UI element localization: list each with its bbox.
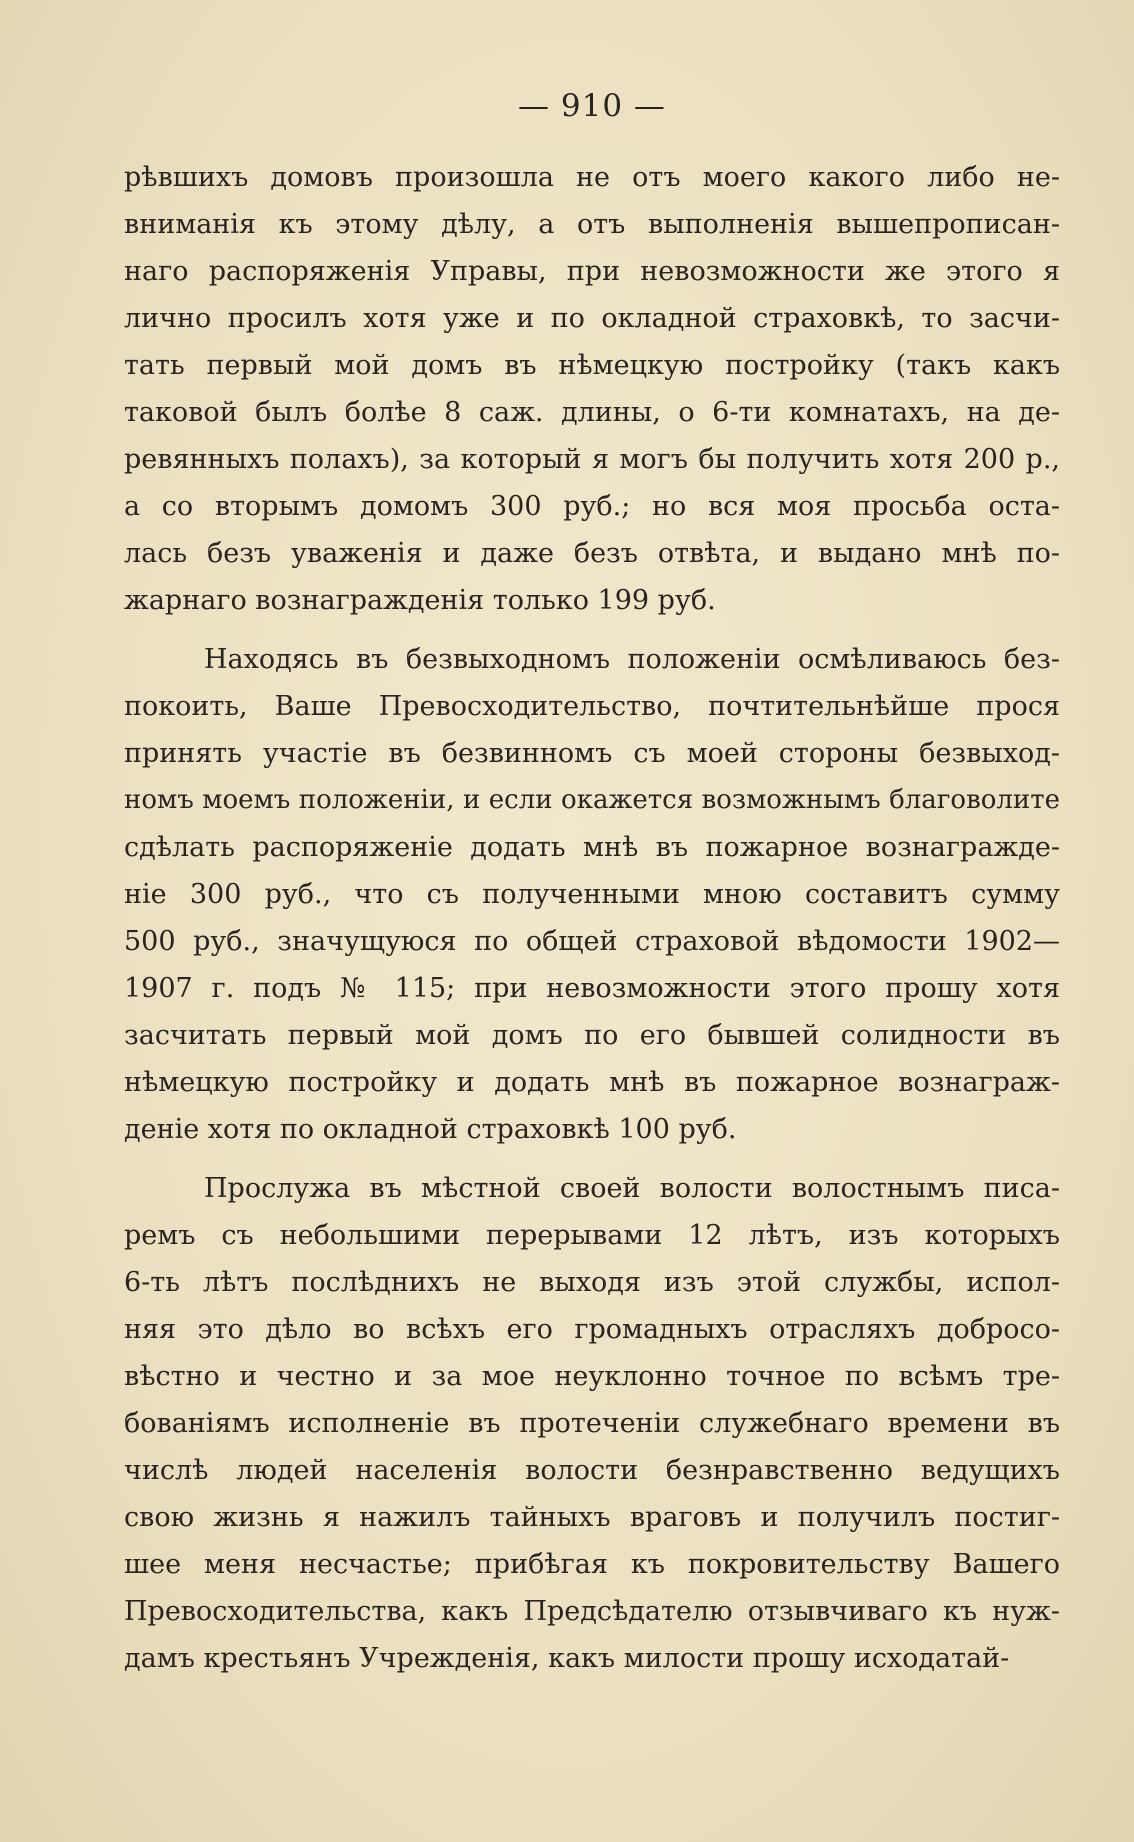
paragraph: [124, 636, 1060, 1153]
paragraph-gap: [124, 624, 1060, 636]
text-line: засчитать первый мой домъ по его бывшей солидности въ: [124, 1020, 1060, 1051]
text-body: [124, 154, 1060, 1682]
text-line: лично просилъ хотя уже и по окладной страховкѣ, то засчи-: [124, 303, 1060, 334]
text-line: таковой былъ болѣе 8 саж. длины, о 6-ти комнатахъ, на де-: [124, 397, 1060, 428]
text-line: Находясь въ безвыходномъ положеніи осмѣливаюсь без-: [204, 644, 1060, 675]
text-line: рѣвшихъ домовъ произошла не отъ моего какого либо не-: [124, 162, 1060, 193]
text-line: ремъ съ небольшими перерывами 12 лѣтъ, изъ которыхъ: [124, 1220, 1060, 1251]
text-line: 500 руб., значущуюся по общей страховой вѣдомости 1902—: [124, 926, 1060, 957]
text-line: деніе хотя по окладной страховкѣ 100 руб.: [124, 1114, 737, 1145]
text-line: свою жизнь я нажилъ тайныхъ враговъ и получилъ постиг-: [124, 1502, 1060, 1533]
text-line: нѣмецкую постройку и додать мнѣ въ пожарное вознаграж-: [124, 1067, 1060, 1098]
text-line: наго распоряженія Управы, при невозможности же этого я: [124, 256, 1060, 287]
text-line: ніе 300 руб., что съ полученными мною составитъ сумму: [124, 879, 1060, 910]
page-content: [124, 88, 1060, 1682]
text-line: числѣ людей населенія волости безнравственно ведущихъ: [124, 1455, 1060, 1486]
text-line: ревянныхъ полахъ), за который я могъ бы получить хотя 200 р.,: [124, 444, 1060, 475]
text-line: дамъ крестьянъ Учрежденія, какъ милости прошу исходатай-: [124, 1643, 1010, 1674]
paragraph: [124, 154, 1060, 624]
page-number: — 910 —: [518, 88, 666, 124]
text-line: тать первый мой домъ въ нѣмецкую постройку (такъ какъ: [124, 350, 1060, 381]
text-line: Превосходительства, какъ Предсѣдателю отзывчиваго къ нуж-: [124, 1596, 1060, 1627]
text-line: вниманія къ этому дѣлу, а отъ выполненія вышепрописан-: [124, 209, 1060, 240]
text-line: а со вторымъ домомъ 300 руб.; но вся моя просьба оста-: [124, 491, 1060, 522]
text-line: няя это дѣло во всѣхъ его громадныхъ отрасляхъ добросо-: [124, 1314, 1060, 1345]
text-line: вѣстно и честно и за мое неуклонно точное по всѣмъ тре-: [124, 1361, 1060, 1392]
paragraph: [124, 1165, 1060, 1682]
text-line: Прослужа въ мѣстной своей волости волостнымъ писа-: [204, 1173, 1060, 1204]
paragraph-gap: [124, 1153, 1060, 1165]
text-line: лась безъ уваженія и даже безъ отвѣта, и выдано мнѣ по-: [124, 538, 1060, 569]
text-line: шее меня несчастье; прибѣгая къ покровительству Вашего: [124, 1549, 1060, 1580]
text-line: сдѣлать распоряженіе додать мнѣ въ пожарное вознагражде-: [124, 832, 1060, 863]
text-line: 1907 г. подъ № 115; при невозможности этого прошу хотя: [124, 973, 1060, 1004]
text-line: покоить, Ваше Превосходительство, почтительнѣйше прося: [124, 691, 1060, 722]
text-line: номъ моемъ положеніи, и если окажется возможнымъ благоволите: [124, 785, 1060, 815]
text-line: принять участіе въ безвинномъ съ моей стороны безвыход-: [124, 738, 1060, 769]
text-line: бованіямъ исполненіе въ протеченіи служебнаго времени въ: [124, 1408, 1060, 1439]
text-line: 6-ть лѣтъ послѣднихъ не выходя изъ этой службы, испол-: [124, 1267, 1060, 1298]
text-line: жарнаго вознагражденія только 199 руб.: [124, 585, 716, 616]
